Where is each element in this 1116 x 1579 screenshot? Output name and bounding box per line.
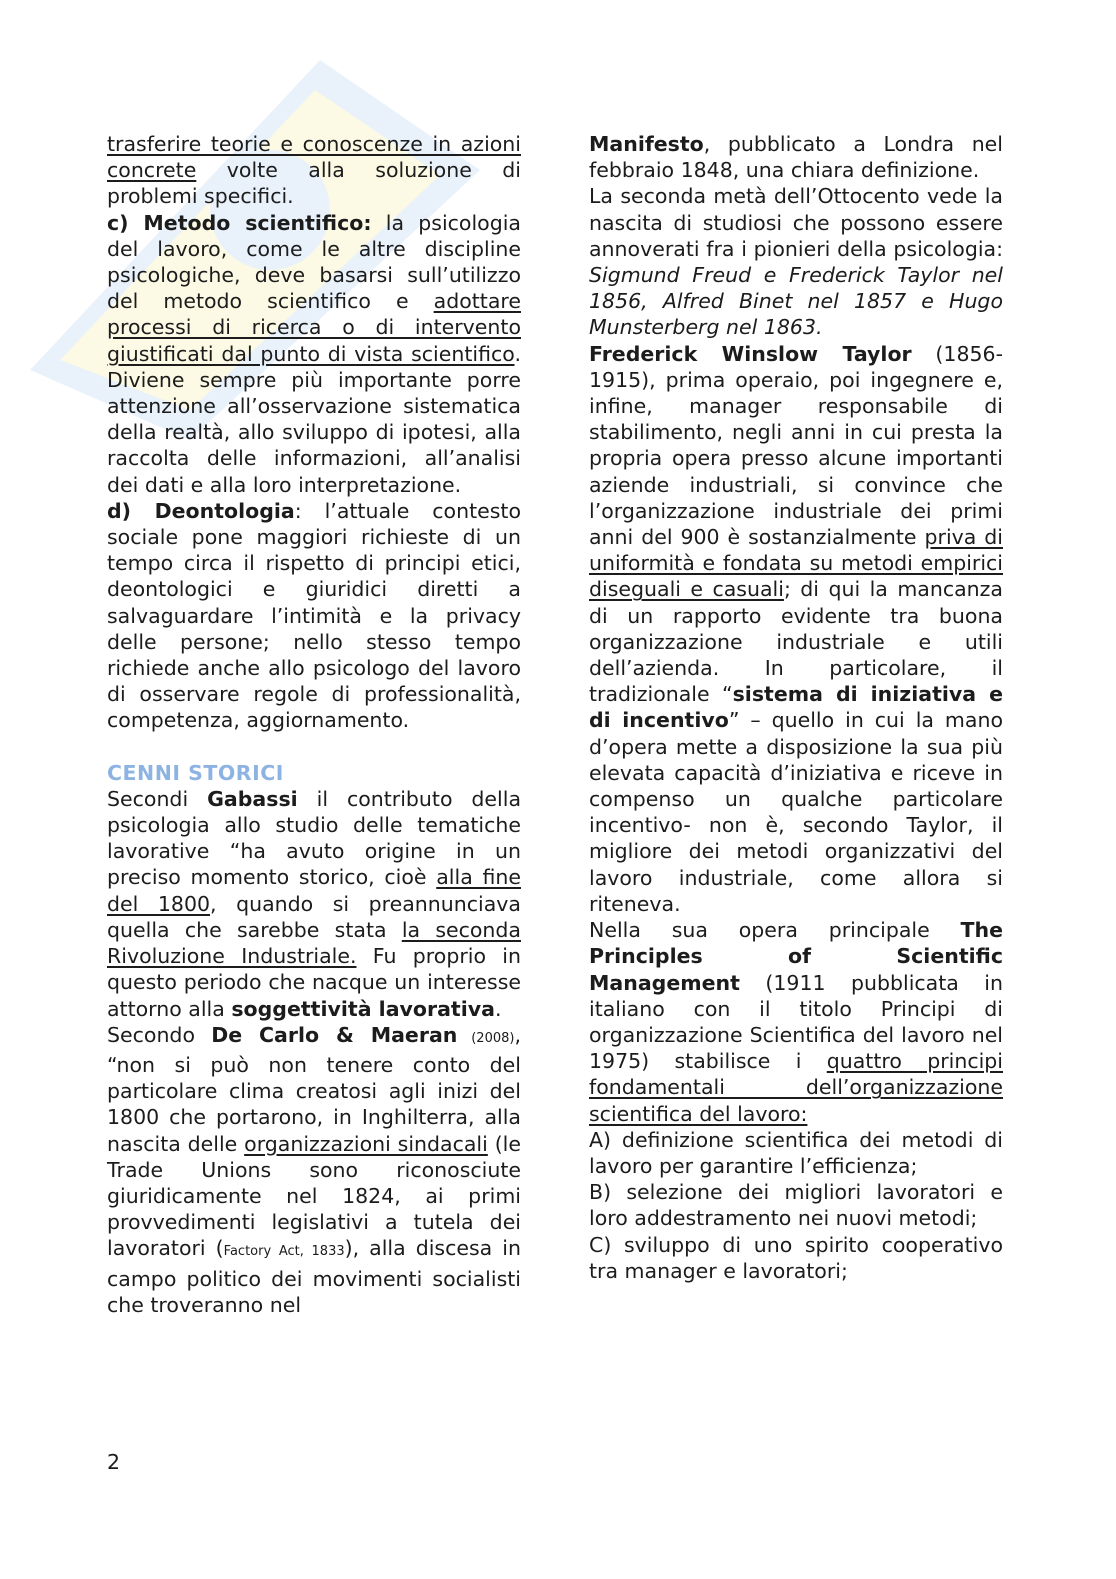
paragraph-gabassi: Secondi Gabassi il contributo della psicologia allo studio delle tematiche lavorative “ha avuto origine in un preciso momento storico, cioè alla fine del 1800, quando si preannunciava quella che sarebbe stata la seconda Rivoluzione Industriale. Fu proprio in questo periodo che nacque un interesse attorno alla soggettività lavorativa. — [107, 786, 522, 1021]
paragraph-deontologia: d) Deontologia: l’attuale contesto sociale pone maggiori richieste di un tempo circa il rispetto di principi etici, deontologici e giuridici diretti a salvaguardare l’intimità e la privacy delle persone; nello stesso tempo richiede anche allo psicologo del lavoro di osservare regole di professionalità, competenza, aggiornamento. — [107, 498, 521, 733]
list-item: A) definizione scientifica dei metodi di lavoro per garantire l’efficienza; — [589, 1127, 1003, 1178]
paragraph-taylor: Frederick Winslow Taylor (1856-1915), prima operaio, poi ingegnere e, infine, manager responsabile di stabilimento, negli anni in cui presta la propria opera presso alcune importanti aziende industriali, si convince che l’organizzazione industriale dei primi anni del 900 è sostanzialmente priva di uniformità e fondata su metodi empirici diseguali e casuali; di qui la mancanza di un rapporto evidente tra buona organizzazione industriale e utili dell’azienda. In particolare, il tradizionale “sistema di iniziativa e di incentivo” – quello in cui la mano d’opera mette a disposizione la sua più elevata capacità d’iniziativa e riceve in compenso un qualche particolare incentivo- non è, secondo Taylor, il migliore dei metodi organizzativi del lavoro industriale, come allora si riteneva. — [589, 341, 1004, 916]
list-item: B) selezione dei migliori lavoratori e loro addestramento nei nuovi metodi; — [589, 1180, 1003, 1231]
right-column — [589, 131, 1003, 1284]
left-column — [107, 131, 521, 1318]
section-heading-cenni-storici: CENNI STORICI — [107, 760, 284, 785]
page-number: 2 — [107, 1450, 121, 1474]
paragraph-principles: Nella sua opera principale The Principles of Scientific Management (1911 pubblicata in italiano con il titolo Principi di organizzazione Scientifica del lavoro nel 1975) stabilisce i quattro principi fondamentali dell’organizzazione scientifica del lavoro: — [589, 918, 1004, 1126]
paragraph-pionieri: La seconda metà dell’Ottocento vede la nascita di studiosi che possono essere annoverati fra i pionieri della psicologia: Sigmund Freud e Frederick Taylor nel 1856, Alfred Binet nel 1857 e Hugo Munsterberg nel 1863. — [589, 184, 1003, 340]
paragraph-manifesto: Manifesto, pubblicato a Londra nel febbraio 1848, una chiara definizione. — [589, 132, 1003, 183]
paragraph-metodo-scientifico: c) Metodo scientifico: la psicologia del lavoro, come le altre discipline psicologiche, deve basarsi sull’utilizzo del metodo scientifico e adottare processi di ricerca o di intervento giustificati dal punto di vista scientifico. Diviene sempre più importante porre attenzione all’osservazione sistematica della realtà, allo sviluppo di ipotesi, alla raccolta delle informazioni, all’analisi dei dati e alla loro interpretazione. — [107, 210, 521, 497]
list-item: C) sviluppo di uno spirito cooperativo tra manager e lavoratori; — [589, 1232, 1003, 1283]
paragraph-de-carlo-maeran: Secondo De Carlo & Maeran (2008), “non si può non tenere conto del particolare clima creatosi agli inizi del 1800 che portarono, in Inghilterra, alla nascita delle organizzazioni sindacali (le Trade Unions sono riconosciute giuridicamente nel 1824, ai primi provvedimenti legislativi a tutela dei lavoratori (Factory Act, 1833), alla discesa in campo politico dei movimenti socialisti che troveranno nel — [107, 1022, 521, 1317]
left-paragraph-intro: trasferire teorie e conoscenze in azioni concrete volte alla soluzione di problemi specifici. — [107, 132, 521, 209]
